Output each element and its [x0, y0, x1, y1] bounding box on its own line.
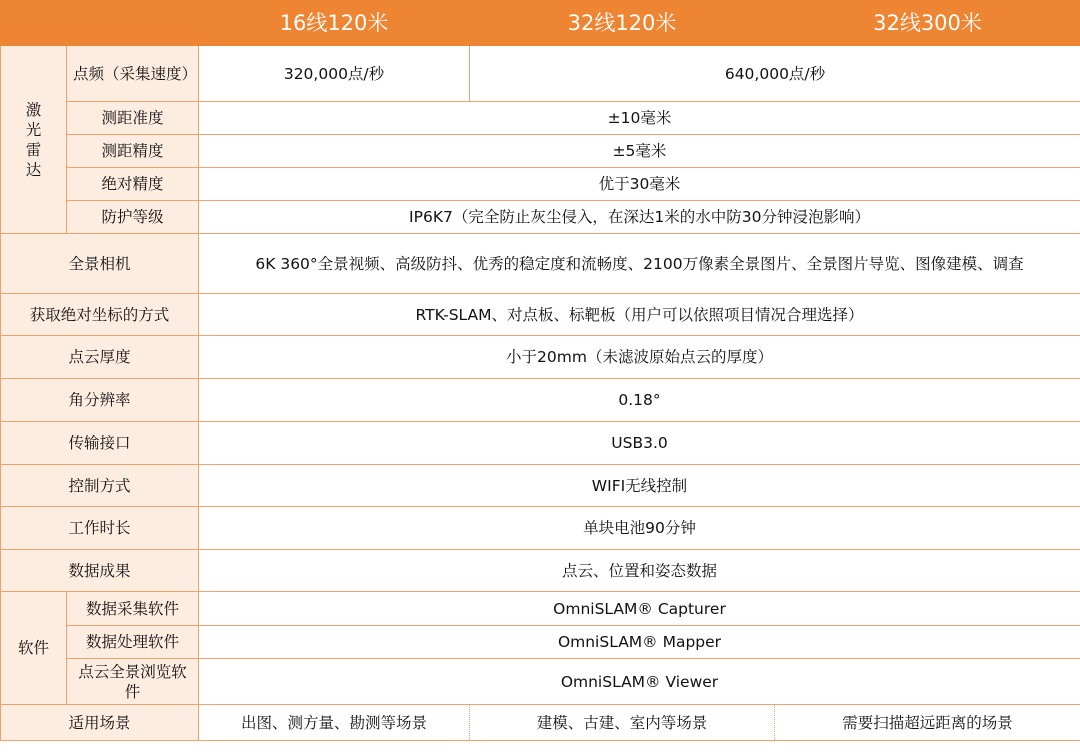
table-row [1, 201, 1080, 234]
table-row [1, 102, 1080, 135]
table-row [1, 294, 1080, 336]
cell-value: 小于20mm（未滤波原始点云的厚度） [199, 336, 1080, 379]
row-label: 适用场景 [1, 705, 199, 741]
table-row [1, 592, 1080, 626]
cell-value: 6K 360°全景视频、高级防抖、优秀的稳定度和流畅度、2100万像素全景图片、全景图片导览、图像建模、调查 [199, 234, 1080, 294]
row-label: 测距精度 [67, 135, 199, 168]
row-label: 点云厚度 [1, 336, 199, 379]
table-row [1, 550, 1080, 592]
table-row [1, 135, 1080, 168]
table-row [1, 234, 1080, 294]
header-corner [1, 1, 199, 46]
cell-value: OmniSLAM® Capturer [199, 592, 1080, 626]
cell-value: 0.18° [199, 379, 1080, 422]
row-label: 全景相机 [1, 234, 199, 294]
cell-value: 建模、古建、室内等场景 [470, 705, 775, 741]
table-row [1, 507, 1080, 550]
row-label: 点云全景浏览软件 [67, 659, 199, 705]
cell-value: WIFI无线控制 [199, 465, 1080, 507]
row-label: 数据成果 [1, 550, 199, 592]
group-label-lidar: 激 光 雷 达 [1, 46, 67, 234]
table-row [1, 626, 1080, 659]
row-label: 绝对精度 [67, 168, 199, 201]
table-row [1, 336, 1080, 379]
cell-value: 320,000点/秒 [199, 46, 470, 102]
row-label: 角分辨率 [1, 379, 199, 422]
cell-value: 点云、位置和姿态数据 [199, 550, 1080, 592]
header-col-32-120: 32线120米 [470, 1, 775, 46]
row-label: 工作时长 [1, 507, 199, 550]
cell-value: ±5毫米 [199, 135, 1080, 168]
row-label: 获取绝对坐标的方式 [1, 294, 199, 336]
cell-value: USB3.0 [199, 422, 1080, 465]
cell-value: 出图、测方量、勘测等场景 [199, 705, 470, 741]
row-label: 传输接口 [1, 422, 199, 465]
cell-value: 640,000点/秒 [470, 46, 1080, 102]
table-row [1, 465, 1080, 507]
table-row [1, 168, 1080, 201]
row-label: 数据处理软件 [67, 626, 199, 659]
header-col-16-120: 16线120米 [199, 1, 470, 46]
cell-value: 需要扫描超远距离的场景 [775, 705, 1080, 741]
table-row [1, 705, 1080, 741]
cell-value: 优于30毫米 [199, 168, 1080, 201]
group-label-software: 软件 [1, 592, 67, 705]
cell-value: OmniSLAM® Mapper [199, 626, 1080, 659]
table-row [1, 659, 1080, 705]
row-label: 防护等级 [67, 201, 199, 234]
row-label: 数据采集软件 [67, 592, 199, 626]
row-label: 点频（采集速度） [67, 46, 199, 102]
row-label: 测距准度 [67, 102, 199, 135]
table-row [1, 379, 1080, 422]
row-label: 控制方式 [1, 465, 199, 507]
cell-value: OmniSLAM® Viewer [199, 659, 1080, 705]
header-row [1, 1, 1080, 46]
table-row [1, 46, 1080, 102]
cell-value: 单块电池90分钟 [199, 507, 1080, 550]
header-col-32-300: 32线300米 [775, 1, 1080, 46]
cell-value: IP6K7（完全防止灰尘侵入，在深达1米的水中防30分钟浸泡影响） [199, 201, 1080, 234]
cell-value: RTK-SLAM、对点板、标靶板（用户可以依照项目情况合理选择） [199, 294, 1080, 336]
cell-value: ±10毫米 [199, 102, 1080, 135]
table-row [1, 422, 1080, 465]
